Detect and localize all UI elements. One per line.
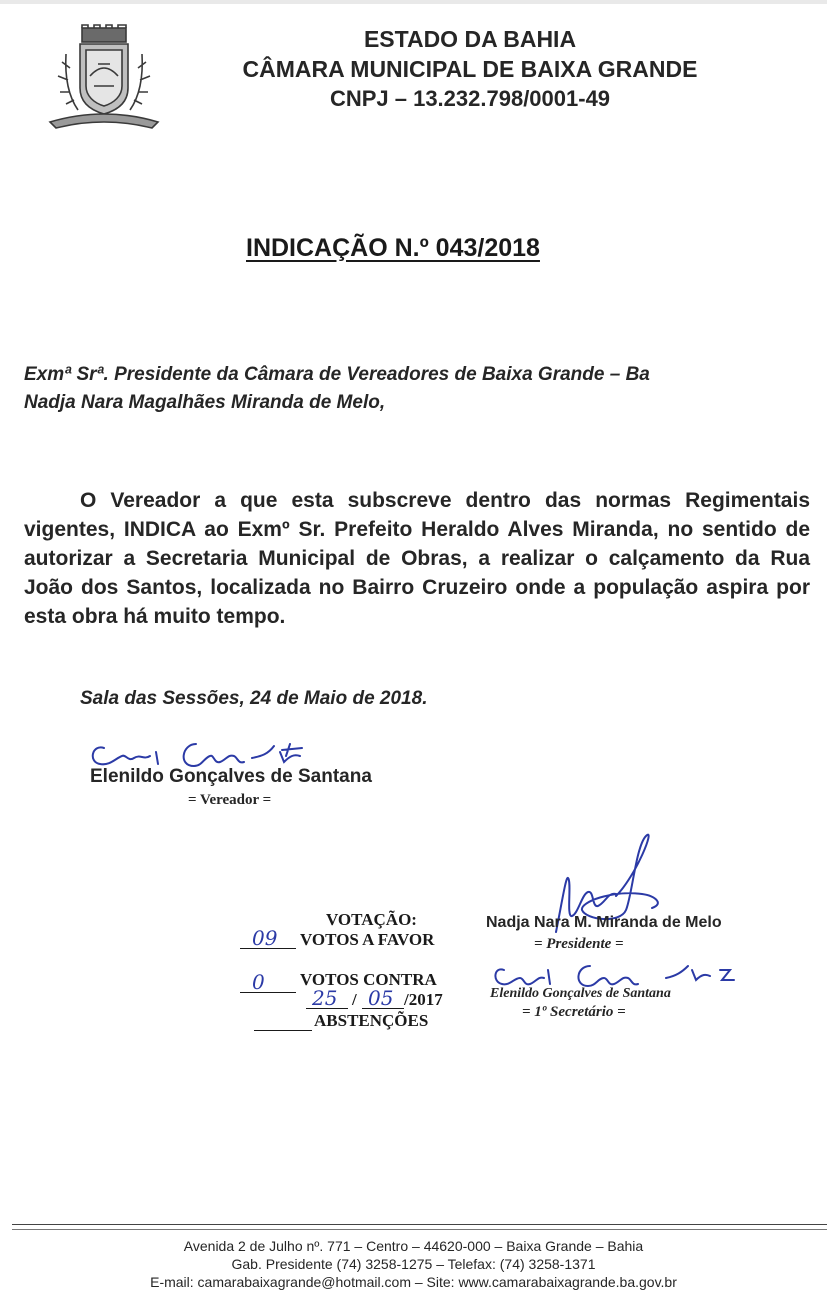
abstention-blank xyxy=(254,1030,312,1031)
addressee-line-1: Exmª Srª. Presidente da Câmara de Vereadores de Baixa Grande – Ba xyxy=(24,364,650,385)
vote-date-day: 25 xyxy=(312,986,338,1010)
date-separator: / xyxy=(352,990,357,1009)
coat-of-arms-icon xyxy=(42,24,166,132)
author-role: = Vereador = xyxy=(188,792,272,808)
footer-rule xyxy=(12,1224,827,1225)
abstention-label: ABSTENÇÕES xyxy=(314,1011,429,1030)
left-branch xyxy=(58,54,78,110)
footer-rule-thin xyxy=(12,1229,827,1230)
contra-blank xyxy=(240,992,296,993)
scan-edge xyxy=(0,0,827,4)
header-chamber: CÂMARA MUNICIPAL DE BAIXA GRANDE xyxy=(242,56,698,82)
secretary-name: Elenildo Gonçalves de Santana xyxy=(490,986,671,1001)
footer-address: Avenida 2 de Julho nº. 771 – Centro – 44620-000 – Baixa Grande – Bahia xyxy=(183,1238,644,1254)
voting-title: VOTAÇÃO: xyxy=(326,910,417,929)
contra-count: 0 xyxy=(252,970,265,994)
favor-label: VOTOS A FAVOR xyxy=(300,930,435,949)
vote-date-month: 05 xyxy=(368,986,394,1010)
footer-contact: E-mail: camarabaixagrande@hotmail.com – Site: www.camarabaixagrande.ba.gov.br xyxy=(150,1274,677,1290)
header-state: ESTADO DA BAHIA xyxy=(363,26,577,52)
crown-shape xyxy=(82,28,126,42)
body-paragraph: O Vereador a que esta subscreve dentro das normas Regimentais vigentes, INDICA ao Exmº Sr. Prefeito Heraldo Alves Miranda, no sentido de autorizar a Secretaria Municipal de Obras, a realizar o calçamento da Rua João dos Santos, localizada no Bairro Cruzeiro onde a população aspira por esta obra há muito tempo. xyxy=(24,489,810,628)
place-date: Sala das Sessões, 24 de Maio de 2018. xyxy=(80,688,428,709)
right-branch xyxy=(130,54,150,110)
header-cnpj: CNPJ – 13.232.798/0001-49 xyxy=(329,86,611,111)
document-title: INDICAÇÃO N.º 043/2018 xyxy=(246,234,540,262)
vote-date-year: /2017 xyxy=(404,990,443,1009)
author-name: Elenildo Gonçalves de Santana xyxy=(90,766,372,787)
ribbon-shape xyxy=(50,114,158,128)
favor-count: 09 xyxy=(252,926,278,950)
addressee-line-2: Nadja Nara Magalhães Miranda de Melo, xyxy=(24,392,386,413)
president-role: = Presidente = xyxy=(534,936,624,952)
secretary-role: = 1º Secretário = xyxy=(522,1004,626,1020)
footer-phones: Gab. Presidente (74) 3258-1275 – Telefax: (74) 3258-1371 xyxy=(231,1256,596,1272)
president-name: Nadja Nara M. Miranda de Melo xyxy=(486,914,722,931)
shield-inner xyxy=(86,50,122,106)
contra-label: VOTOS CONTRA xyxy=(300,970,437,989)
